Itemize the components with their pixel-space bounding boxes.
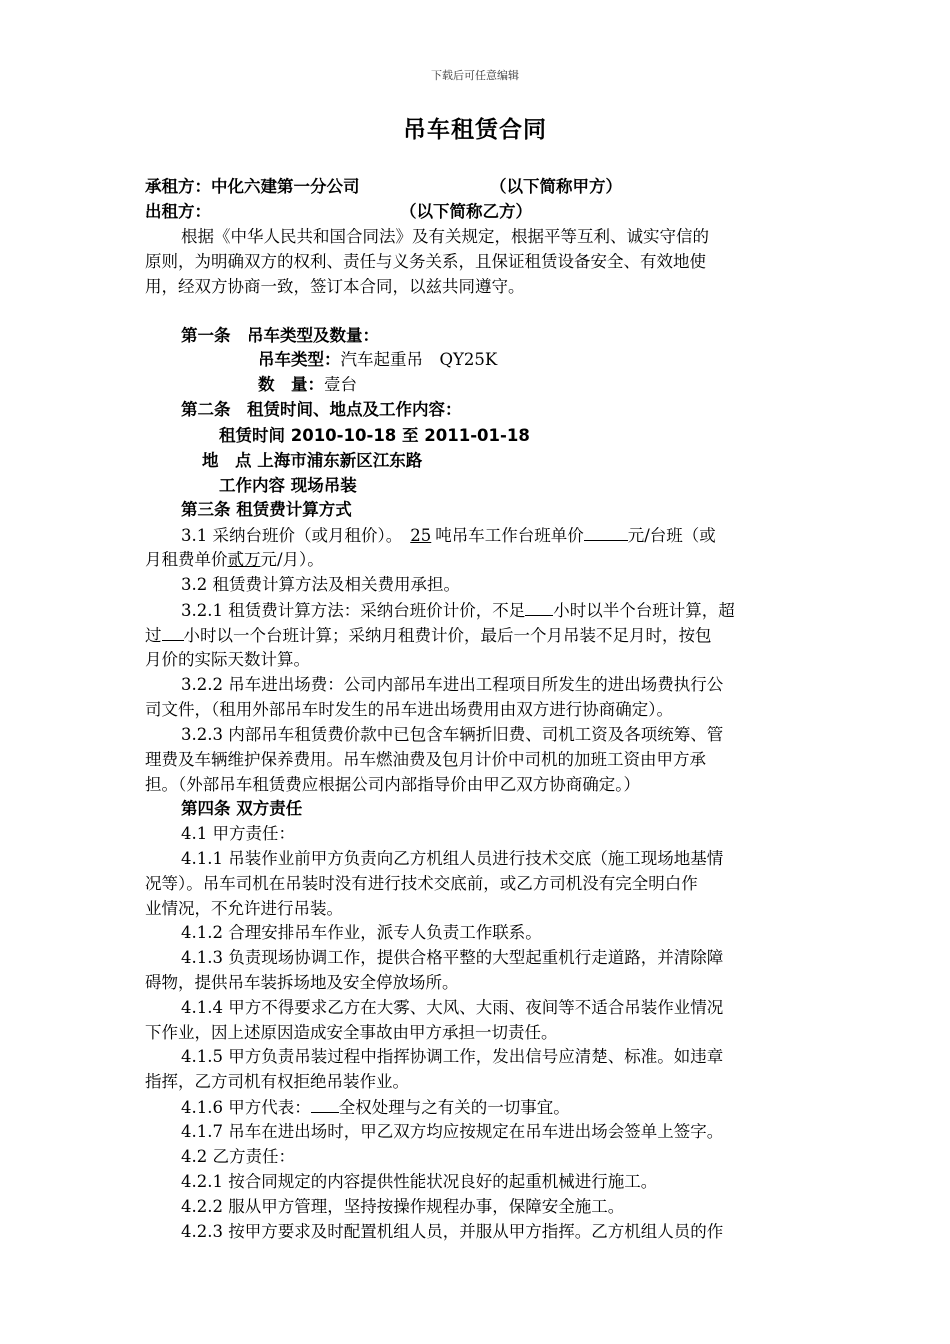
clause-3-1 [181,523,716,548]
quantity-label: 数 量： [258,375,324,394]
intro-line: 原则，为明确双方的权利、责任与义务关系，且保证租赁设备安全、有效地使 [145,252,706,271]
clause-line: 月价的实际天数计算。 [145,650,310,669]
clause-3-2-3: 3.2.3 内部吊车租赁费价款中已包含车辆折旧费、司机工资及各项统筹、管 [181,725,724,744]
hours-blank [162,623,184,641]
clause-4-2-1: 4.2.1 按合同规定的内容提供性能状况良好的起重机械进行施工。 [181,1172,658,1191]
clause-3-1-cont [145,548,324,572]
crane-type-value: 汽车起重吊 QY25K [340,350,498,369]
clause-text: 3.1 采纳台班价（或月租价）。 [181,526,403,545]
clause-line: 理费及车辆维护保养费用。吊车燃油费及包月计价中司机的加班工资由甲方承 [145,750,706,769]
clause-4-1-1: 4.1.1 吊装作业前甲方负责向乙方机组人员进行技术交底（施工现场地基情 [181,849,724,868]
clause-line: 司文件，（租用外部吊车时发生的吊车进出场费用由双方进行协商确定）。 [145,700,673,719]
clause-line: 下作业，因上述原因造成安全事故由甲方承担一切责任。 [145,1023,558,1042]
clause-text: 全权处理与之有关的一切事宜。 [338,1098,570,1117]
clause-line: 指挥，乙方司机有权拒绝吊装作业。 [145,1072,409,1091]
hours-blank [525,598,553,616]
clause-text: 4.1.6 甲方代表： [181,1098,311,1117]
lessor-label: 出租方： [145,202,211,221]
page-header: 下载后可任意编辑 [431,69,519,82]
article-3-heading: 第三条 租赁费计算方式 [181,500,352,519]
clause-text: 元/月）。 [260,550,324,569]
article-2-heading: 第二条 租赁时间、地点及工作内容： [181,400,462,419]
clause-line: 担。（外部吊车租赁费应根据公司内部指导价由甲乙双方协商确定。） [145,775,640,794]
monthly-rate-value: 贰万 [227,550,261,569]
lessor-line [145,200,845,224]
crane-type [258,348,497,372]
crane-type-label: 吊车类型： [258,350,341,369]
lessor-alias: （以下简称乙方） [400,202,532,221]
quantity-value: 壹台 [324,375,357,394]
clause-3-2: 3.2 租赁费计算方法及相关费用承担。 [181,575,460,594]
clause-4-1-6 [181,1095,570,1120]
document-title: 吊车租赁合同 [403,117,547,143]
daily-rate-blank [584,523,628,541]
clause-text: 月租费单价 [145,550,228,569]
clause-3-2-1 [181,598,735,623]
article-1-heading: 第一条 吊车类型及数量： [181,326,379,345]
clause-text: 小时以半个台班计算，超 [553,601,735,620]
article-4-heading: 第四条 双方责任 [181,799,303,818]
clause-text: 过 [145,626,162,645]
lessee-line [145,175,622,199]
clause-4-1-3: 4.1.3 负责现场协调工作，提供合格平整的大型起重机行走道路，并清除障 [181,948,724,967]
clause-line: 业情况，不允许进行吊装。 [145,899,343,918]
tonnage-value: 25 [410,526,432,545]
clause-line: 碍物，提供吊车装拆场地及安全停放场所。 [145,973,459,992]
clause-4-2-3: 4.2.3 按甲方要求及时配置机组人员，并服从甲方指挥。乙方机组人员的作 [181,1222,724,1241]
lessee-name: 中化六建第一分公司 [211,177,360,196]
clause-3-2-1-cont [145,623,712,648]
lessee-alias: （以下简称甲方） [490,177,622,196]
clause-text: 3.2.1 租赁费计算方法：采纳台班价计价，不足 [181,601,526,620]
clause-4-1: 4.1 甲方责任： [181,824,295,843]
work-content: 工作内容 现场吊装 [219,476,357,495]
rental-period: 租赁时间 2010-10-18 至 2011-01-18 [219,426,530,445]
clause-3-2-2: 3.2.2 吊车进出场费：公司内部吊车进出工程项目所发生的进出场费执行公 [181,675,724,694]
lessee-label: 承租方： [145,177,211,196]
crane-quantity [258,373,357,397]
clause-text: 小时以一个台班计算；采纳月租费计价，最后一个月吊装不足月时，按包 [183,626,712,645]
clause-4-1-5: 4.1.5 甲方负责吊装过程中指挥协调工作，发出信号应清楚、标准。如违章 [181,1047,724,1066]
clause-4-2-2: 4.2.2 服从甲方管理，坚持按操作规程办事，保障安全施工。 [181,1197,625,1216]
rental-location: 地 点 上海市浦东新区江东路 [202,451,423,470]
clause-text: 元/台班（或 [627,526,716,545]
clause-4-1-7: 4.1.7 吊车在进出场时，甲乙双方均应按规定在吊车进出场会签单上签字。 [181,1122,724,1141]
clause-4-2: 4.2 乙方责任： [181,1147,295,1166]
clause-line: 况等）。吊车司机在吊装时没有进行技术交底前，或乙方司机没有完全明白作 [145,874,698,893]
representative-blank [311,1095,339,1113]
clause-4-1-2: 4.1.2 合理安排吊车作业，派专人负责工作联系。 [181,923,542,942]
intro-line: 用，经双方协商一致，签订本合同，以兹共同遵守。 [145,277,525,296]
clause-text: 吨吊车工作台班单价 [435,526,584,545]
intro-line: 根据《中华人民共和国合同法》及有关规定，根据平等互利、诚实守信的 [181,227,709,246]
clause-4-1-4: 4.1.4 甲方不得要求乙方在大雾、大风、大雨、夜间等不适合吊装作业情况 [181,998,724,1017]
